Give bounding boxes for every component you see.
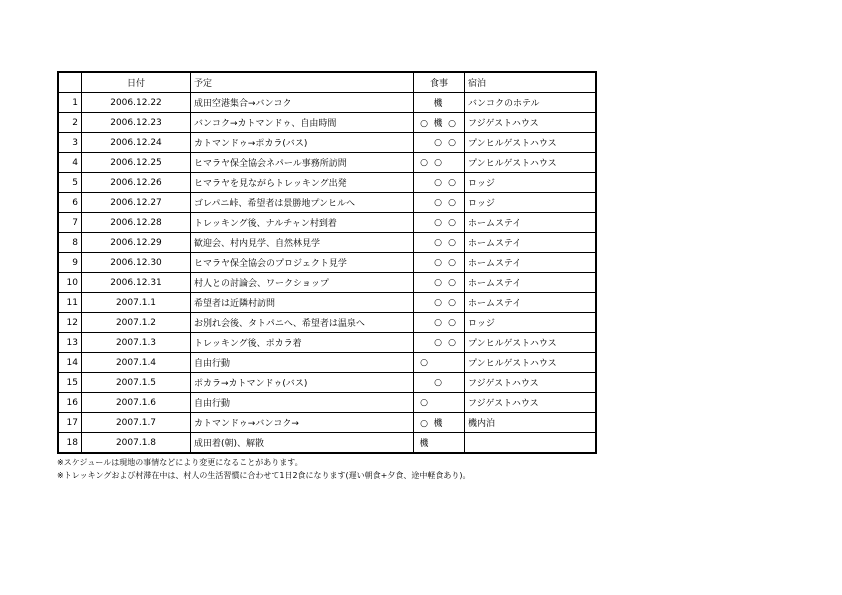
row-stay: ホームステイ (465, 273, 597, 293)
row-stay: ホームステイ (465, 213, 597, 233)
row-plan: トレッキング後、ナルチャン村到着 (191, 213, 414, 233)
meal-mark: ○ (448, 137, 456, 148)
table-row (58, 393, 596, 413)
row-stay: ロッジ (465, 193, 597, 213)
row-number: 12 (58, 313, 82, 333)
meal-mark: ○ (434, 137, 442, 148)
table-row (58, 293, 596, 313)
meal-mark: ○ (448, 317, 456, 328)
row-meal (414, 253, 465, 273)
header-plan: 予定 (191, 72, 414, 93)
row-date: 2007.1.6 (82, 393, 191, 413)
row-number: 17 (58, 413, 82, 433)
row-stay: ロッジ (465, 173, 597, 193)
table-row (58, 333, 596, 353)
note-schedule-change: ※スケジュールは現地の事情などにより変更になることがあります。 (57, 458, 303, 467)
row-meal (414, 433, 465, 454)
row-plan: 歓迎会、村内見学、自然林見学 (191, 233, 414, 253)
row-number: 9 (58, 253, 82, 273)
row-stay: ホームステイ (465, 233, 597, 253)
table-row (58, 313, 596, 333)
table-row (58, 273, 596, 293)
row-plan: 村人との討論会、ワークショップ (191, 273, 414, 293)
row-date: 2006.12.30 (82, 253, 191, 273)
table-header-row (58, 72, 596, 93)
row-number: 15 (58, 373, 82, 393)
row-number: 5 (58, 173, 82, 193)
row-number: 13 (58, 333, 82, 353)
row-stay: フジゲストハウス (465, 393, 597, 413)
table-row (58, 213, 596, 233)
row-meal (414, 173, 465, 193)
meal-mark: ○ (448, 197, 456, 208)
row-date: 2007.1.5 (82, 373, 191, 393)
row-plan: トレッキング後、ポカラ着 (191, 333, 414, 353)
meal-mark: ○ (448, 257, 456, 268)
meal-mark: ○ (448, 217, 456, 228)
table-row (58, 133, 596, 153)
row-date: 2006.12.28 (82, 213, 191, 233)
row-plan: お別れ会後、タトパニへ、希望者は温泉へ (191, 313, 414, 333)
meal-mark: ○ (434, 257, 442, 268)
row-meal (414, 113, 465, 133)
row-plan: ヒマラヤ保全協会ネパール事務所訪問 (191, 153, 414, 173)
row-stay: プンヒルゲストハウス (465, 153, 597, 173)
meal-mark: ○ (434, 297, 442, 308)
row-stay: ロッジ (465, 313, 597, 333)
row-number: 1 (58, 93, 82, 113)
row-stay: フジゲストハウス (465, 113, 597, 133)
row-date: 2007.1.1 (82, 293, 191, 313)
meal-mark: ○ (434, 237, 442, 248)
row-date: 2006.12.22 (82, 93, 191, 113)
table-row (58, 233, 596, 253)
meal-mark: ○ (434, 337, 442, 348)
row-number: 6 (58, 193, 82, 213)
row-plan: 希望者は近隣村訪問 (191, 293, 414, 313)
row-date: 2006.12.29 (82, 233, 191, 253)
row-plan: ポカラ→カトマンドゥ(バス) (191, 373, 414, 393)
row-stay: ホームステイ (465, 293, 597, 313)
row-plan: ゴレパニ峠、希望者は景勝地プンヒルへ (191, 193, 414, 213)
row-date: 2006.12.23 (82, 113, 191, 133)
row-meal (414, 273, 465, 293)
row-meal (414, 313, 465, 333)
meal-mark: ○ (420, 357, 428, 368)
row-number: 3 (58, 133, 82, 153)
meal-mark: ○ (434, 217, 442, 228)
header-no (58, 72, 82, 93)
table-row (58, 353, 596, 373)
row-date: 2007.1.8 (82, 433, 191, 454)
row-date: 2007.1.7 (82, 413, 191, 433)
table-row (58, 413, 596, 433)
row-plan: カトマンドゥ→ポカラ(バス) (191, 133, 414, 153)
meal-mark: ○ (434, 177, 442, 188)
row-date: 2007.1.2 (82, 313, 191, 333)
row-meal (414, 153, 465, 173)
meal-mark: ○ (448, 277, 456, 288)
row-plan: ヒマラヤを見ながらトレッキング出発 (191, 173, 414, 193)
meal-mark: ○ (420, 119, 428, 129)
row-meal (414, 133, 465, 153)
meal-mark: ○ (448, 237, 456, 248)
row-stay: プンヒルゲストハウス (465, 333, 597, 353)
row-date: 2006.12.25 (82, 153, 191, 173)
table-row (58, 173, 596, 193)
table-row (58, 433, 596, 454)
row-number: 7 (58, 213, 82, 233)
table-row (58, 253, 596, 273)
row-number: 4 (58, 153, 82, 173)
meal-mark: 機 (433, 119, 443, 129)
table-row (58, 373, 596, 393)
row-stay: 機内泊 (465, 413, 597, 433)
row-meal (414, 353, 465, 373)
row-stay: プンヒルゲストハウス (465, 353, 597, 373)
row-date: 2006.12.27 (82, 193, 191, 213)
row-stay: フジゲストハウス (465, 373, 597, 393)
meal-mark: 機 (419, 439, 429, 449)
row-plan: 自由行動 (191, 393, 414, 413)
row-number: 18 (58, 433, 82, 454)
row-meal (414, 213, 465, 233)
row-meal (414, 193, 465, 213)
header-stay: 宿泊 (465, 72, 597, 93)
row-meal (414, 373, 465, 393)
row-stay: プンヒルゲストハウス (465, 133, 597, 153)
meal-mark: ○ (420, 419, 428, 429)
row-date: 2007.1.3 (82, 333, 191, 353)
row-plan: ヒマラヤ保全協会のプロジェクト見学 (191, 253, 414, 273)
notes (57, 456, 471, 482)
meal-mark: ○ (448, 119, 456, 129)
meal-mark: ○ (434, 197, 442, 208)
row-meal (414, 93, 465, 113)
meal-mark: ○ (434, 317, 442, 328)
row-stay (465, 433, 597, 454)
meal-mark: ○ (434, 377, 442, 388)
meal-mark: 機 (433, 419, 443, 429)
row-date: 2006.12.26 (82, 173, 191, 193)
meal-mark: ○ (434, 157, 442, 168)
row-number: 16 (58, 393, 82, 413)
header-date: 日付 (82, 72, 191, 93)
row-date: 2006.12.31 (82, 273, 191, 293)
meal-mark: ○ (420, 397, 428, 408)
meal-mark: ○ (448, 297, 456, 308)
table-row (58, 153, 596, 173)
meal-mark: ○ (448, 337, 456, 348)
row-meal (414, 413, 465, 433)
table-row (58, 93, 596, 113)
meal-mark: ○ (434, 277, 442, 288)
row-number: 8 (58, 233, 82, 253)
table-row (58, 193, 596, 213)
meal-mark: ○ (448, 177, 456, 188)
row-number: 11 (58, 293, 82, 313)
note-meals: ※トレッキングおよび村滞在中は、村人の生活習慣に合わせて1日2食になります(遅い朝食+夕食、途中軽食あり)。 (57, 471, 471, 480)
row-meal (414, 293, 465, 313)
row-meal (414, 333, 465, 353)
header-meal: 食事 (414, 72, 465, 93)
row-date: 2006.12.24 (82, 133, 191, 153)
meal-mark: 機 (433, 99, 443, 109)
row-plan: バンコク→カトマンドゥ、自由時間 (191, 113, 414, 133)
row-plan: カトマンドゥ→バンコク→ (191, 413, 414, 433)
row-stay: バンコクのホテル (465, 93, 597, 113)
schedule-table (57, 71, 597, 454)
row-plan: 成田空港集合→バンコク (191, 93, 414, 113)
row-number: 14 (58, 353, 82, 373)
row-stay: ホームステイ (465, 253, 597, 273)
row-number: 2 (58, 113, 82, 133)
row-meal (414, 393, 465, 413)
row-plan: 成田着(朝)、解散 (191, 433, 414, 454)
row-number: 10 (58, 273, 82, 293)
meal-mark: ○ (420, 157, 428, 168)
row-plan: 自由行動 (191, 353, 414, 373)
row-date: 2007.1.4 (82, 353, 191, 373)
table-row (58, 113, 596, 133)
row-meal (414, 233, 465, 253)
